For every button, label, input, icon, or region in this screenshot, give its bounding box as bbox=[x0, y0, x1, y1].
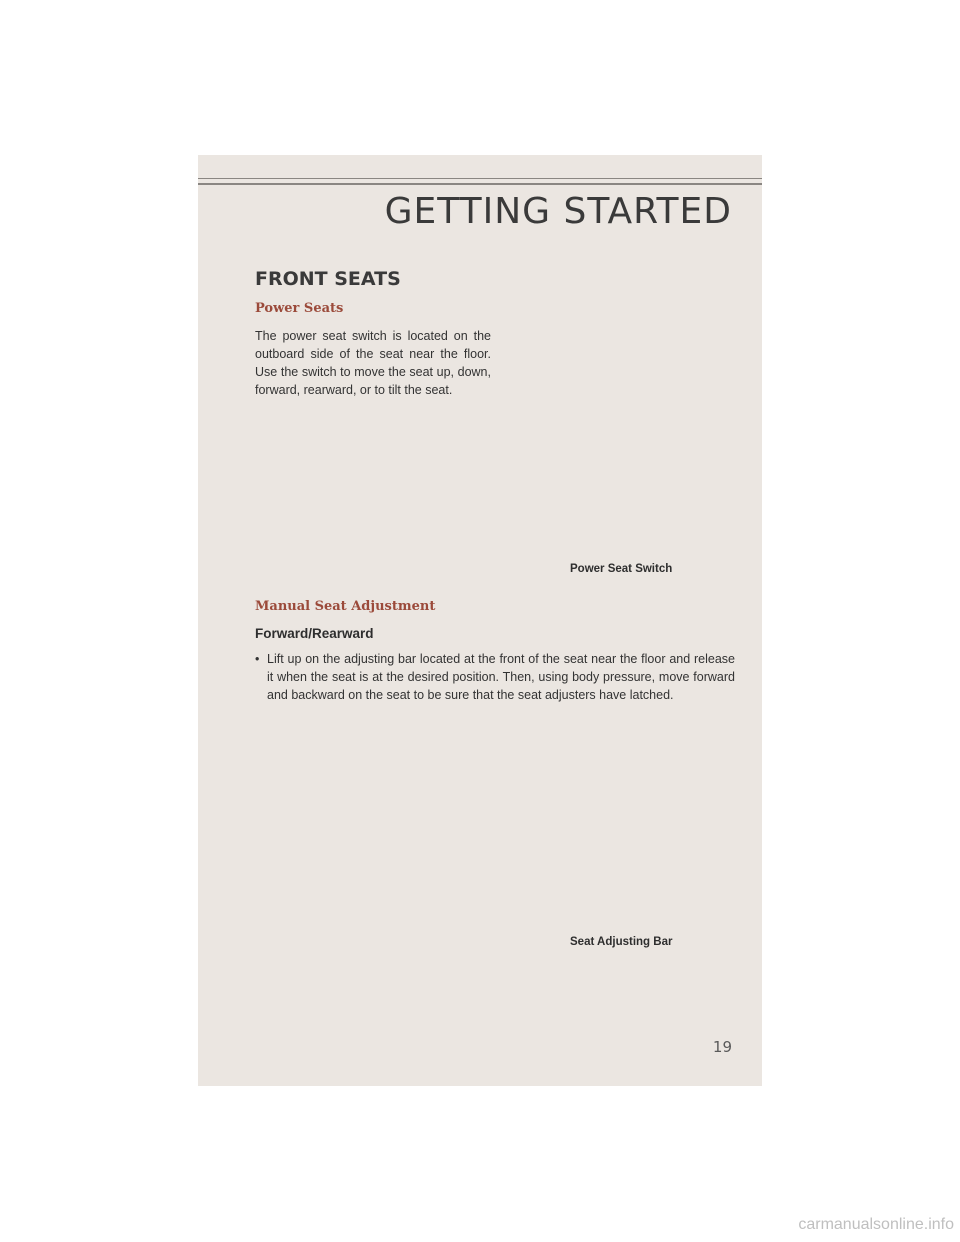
power-seat-switch-caption: Power Seat Switch bbox=[570, 563, 673, 575]
forward-rearward-heading: Forward/Rearward bbox=[255, 626, 374, 641]
power-seats-text: The power seat switch is located on the outboard side of the seat near the floor. Use the switch to move the seat up, down, forward, rearward, or to tilt the seat. bbox=[255, 329, 491, 397]
manual-page bbox=[198, 155, 762, 1086]
manual-seat-adjustment-heading: Manual Seat Adjustment bbox=[255, 599, 436, 614]
header-rule-thin bbox=[198, 178, 762, 179]
bullet-icon: • bbox=[255, 652, 260, 666]
page-number: 19 bbox=[712, 1038, 732, 1056]
section-title: FRONT SEATS bbox=[255, 268, 401, 290]
header-rule-thick bbox=[198, 183, 762, 185]
list-item bbox=[255, 650, 735, 704]
seat-adjusting-bar-caption: Seat Adjusting Bar bbox=[570, 936, 673, 948]
power-seats-heading: Power Seats bbox=[255, 301, 344, 316]
bullet-text: Lift up on the adjusting bar located at the front of the seat near the floor and release it when the seat is at the desired position. Then, using body pressure, move forward and backward on the seat to be sure that the seat adjusters have latched. bbox=[267, 652, 735, 702]
chapter-title: GETTING STARTED bbox=[384, 191, 732, 232]
watermark: carmanualsonline.info bbox=[798, 1216, 954, 1233]
